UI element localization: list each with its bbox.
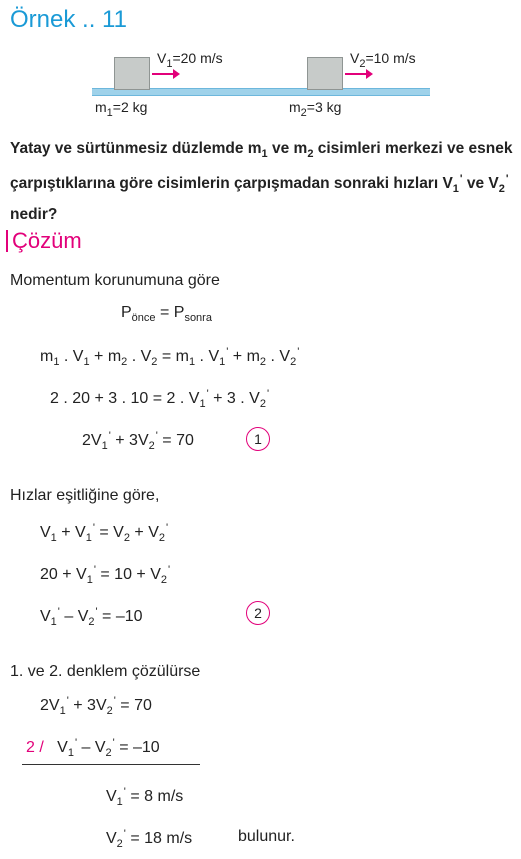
result-suffix: bulunur. [238,828,295,845]
equation-7: $2V_1' + 3V_2' = 70$ [40,695,152,717]
velocity-arrow-v2-icon [345,73,367,75]
equation-5: $20 + V_1' = 10 + V_2'$ [40,564,171,586]
momentum-heading: Momentum korunumuna göre [10,272,220,289]
solution-marker [6,230,8,252]
equation-number-1: 1 [246,427,270,451]
equation-number-2: 2 [246,601,270,625]
sum-line [22,764,200,765]
m2-label: $m_2=3$ kg [289,99,342,119]
equation-1: $m_1$ . $V_1 + m_2$ . $V_2 = m_1$ . $V_1' + m_2$ . $V_2'$ [40,346,300,368]
v2-label: $V_2=10$ m/s [350,50,416,70]
example-title: Örnek .. 11 [10,6,127,33]
question-text: Yatay ve sürtünmesiz düzlemde $m_1$ ve $m_2$ cisimleri merkezi ve esnek çarpıştıklarına göre cisimlerin çarpışmadan sonraki hızları $V_1'$ ve $V_2'$ nedir? [10,140,513,223]
solve-heading: 1. ve 2. denklem çözülürse [10,663,201,680]
equation-4: $V_1 + V_1' = V_2 + V_2'$ [40,522,169,544]
result-v2: $V_2' = 18$ m/s [106,828,193,850]
equation-6: $V_1' - V_2' = -10$ [40,606,143,628]
m1-label: $m_1=2$ kg [95,99,148,119]
equation-2: 2 . 20 + 3 . 10 = 2 . $V_1' + 3$ . $V_2'$ [50,388,270,410]
velocity-arrow-v1-icon [152,73,174,75]
multiplier: 2 / [26,739,44,756]
speeds-heading: Hızlar eşitliğine göre, [10,487,160,504]
block-m1 [114,57,150,90]
block-m2 [307,57,343,90]
equation-8: 2 / $V_1' - V_2' = -10$ [26,737,160,759]
result-v1: $V_1' = 8$ m/s [106,786,184,808]
solution-title: Çözüm [12,228,82,253]
momentum-conservation-eq: $P_{önce} = P_{sonra}$ [121,304,212,324]
equation-3: $2V_1' + 3V_2' = 70$ [82,430,194,452]
v1-label: $V_1=20$ m/s [157,50,223,70]
